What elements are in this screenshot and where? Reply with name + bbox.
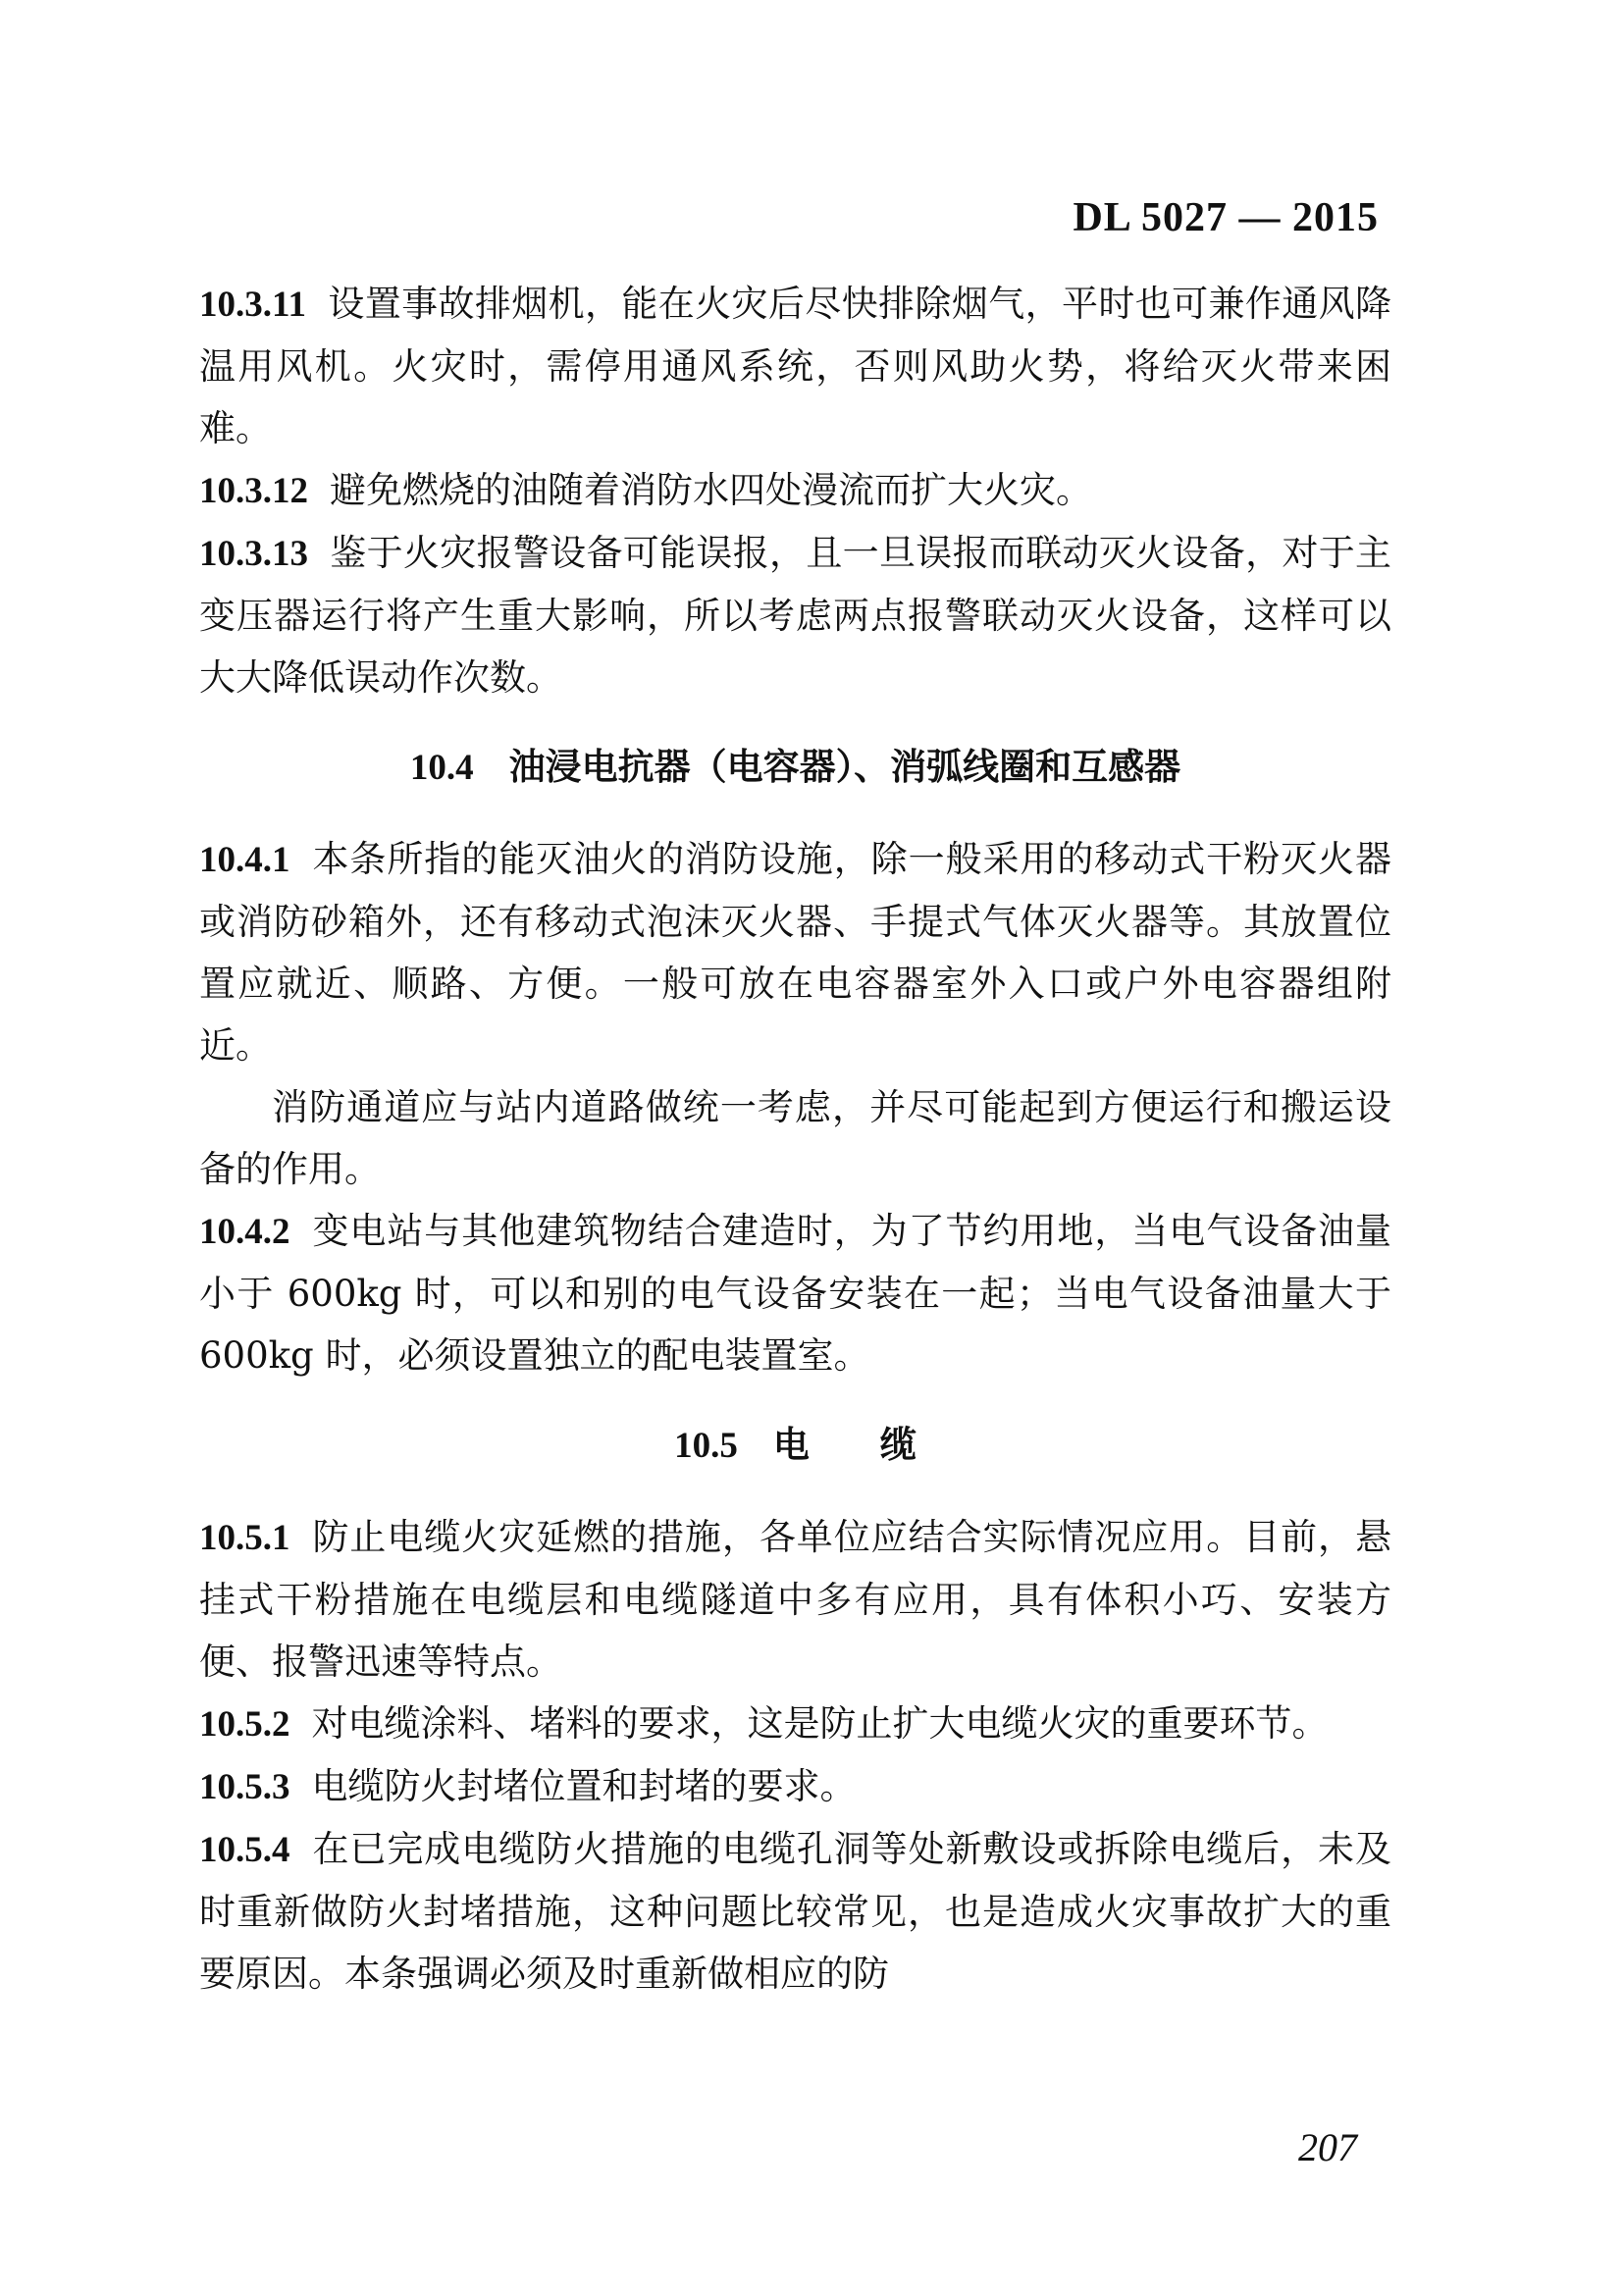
clause-10-5-4 [199,1818,1391,2005]
clause-10-3-11 [199,273,1391,459]
paragraph-text: 消防通道应与站内道路做统一考虑，并尽可能起到方便运行和搬运设备的作用。 [199,1086,1391,1190]
section-title-text: 电缆 [772,1423,987,1466]
clause-text: 设置事故排烟机，能在火灾后尽快排除烟气，平时也可兼作通风降温用风机。火灾时，需停用通风系统，否则风助火势，将给灭火带来困难。 [199,283,1391,449]
clause-10-5-3 [199,1755,1391,1818]
clause-text: 电缆防火封堵位置和封堵的要求。 [311,1765,857,1807]
clause-text: 本条所指的能灭油火的消防设施，除一般采用的移动式干粉灭火器或消防砂箱外，还有移动式泡沫灭火器、手提式气体灭火器等。其放置位置应就近、顺路、方便。一般可放在电容器室外入口或户外电容器组附近。 [199,838,1391,1067]
clause-10-4-1 [199,828,1391,1076]
clause-text: 避免燃烧的油随着消防水四处漫流而扩大火灾。 [330,469,1092,511]
section-number: 10.5 [674,1426,738,1466]
page-content [199,273,1391,2005]
clause-number: 10.5.3 [199,1767,290,1807]
clause-10-5-2 [199,1693,1391,1755]
paragraph-continuation [199,1076,1391,1200]
section-number: 10.4 [409,748,474,788]
clause-text: 防止电缆火灾延燃的措施，各单位应结合实际情况应用。目前，悬挂式干粉措施在电缆层和电缆隧道中多有应用，具有体积小巧、安装方便、报警迅速等特点。 [199,1516,1391,1683]
clause-number: 10.3.11 [199,285,306,325]
page-number: 207 [1298,2125,1357,2169]
clause-number: 10.4.1 [199,840,290,880]
section-title-text: 油浸电抗器（电容器）、消弧线圈和互感器 [508,745,1181,788]
clause-text: 变电站与其他建筑物结合建造时，为了节约用地，当电气设备油量小于 600kg 时，可以和别的电气设备安装在一起；当电气设备油量大于 600kg 时，必须设置独立的配电装置室。 [199,1210,1391,1377]
document-code-header: DL 5027 — 2015 [1073,195,1379,240]
clause-number: 10.3.12 [199,471,308,511]
clause-text: 鉴于火灾报警设备可能误报，且一旦误报而联动灭火设备，对于主变压器运行将产生重大影响，所以考虑两点报警联动灭火设备，这样可以大大降低误动作次数。 [199,532,1391,699]
clause-number: 10.5.1 [199,1518,290,1558]
section-heading-10-5 [199,1414,1391,1477]
clause-10-3-12 [199,459,1391,522]
section-heading-10-4 [199,736,1391,799]
clause-10-3-13 [199,522,1391,708]
clause-text: 对电缆涂料、堵料的要求，这是防止扩大电缆火灾的重要环节。 [311,1702,1329,1745]
clause-10-4-2 [199,1200,1391,1386]
clause-text: 在已完成电缆防火措施的电缆孔洞等处新敷设或拆除电缆后，未及时重新做防火封堵措施，这种问题比较常见，也是造成火灾事故扩大的重要原因。本条强调必须及时重新做相应的防 [199,1828,1391,1995]
clause-number: 10.5.4 [199,1830,290,1870]
clause-number: 10.5.2 [199,1704,290,1745]
clause-10-5-1 [199,1506,1391,1693]
clause-number: 10.3.13 [199,534,308,574]
clause-number: 10.4.2 [199,1212,290,1252]
